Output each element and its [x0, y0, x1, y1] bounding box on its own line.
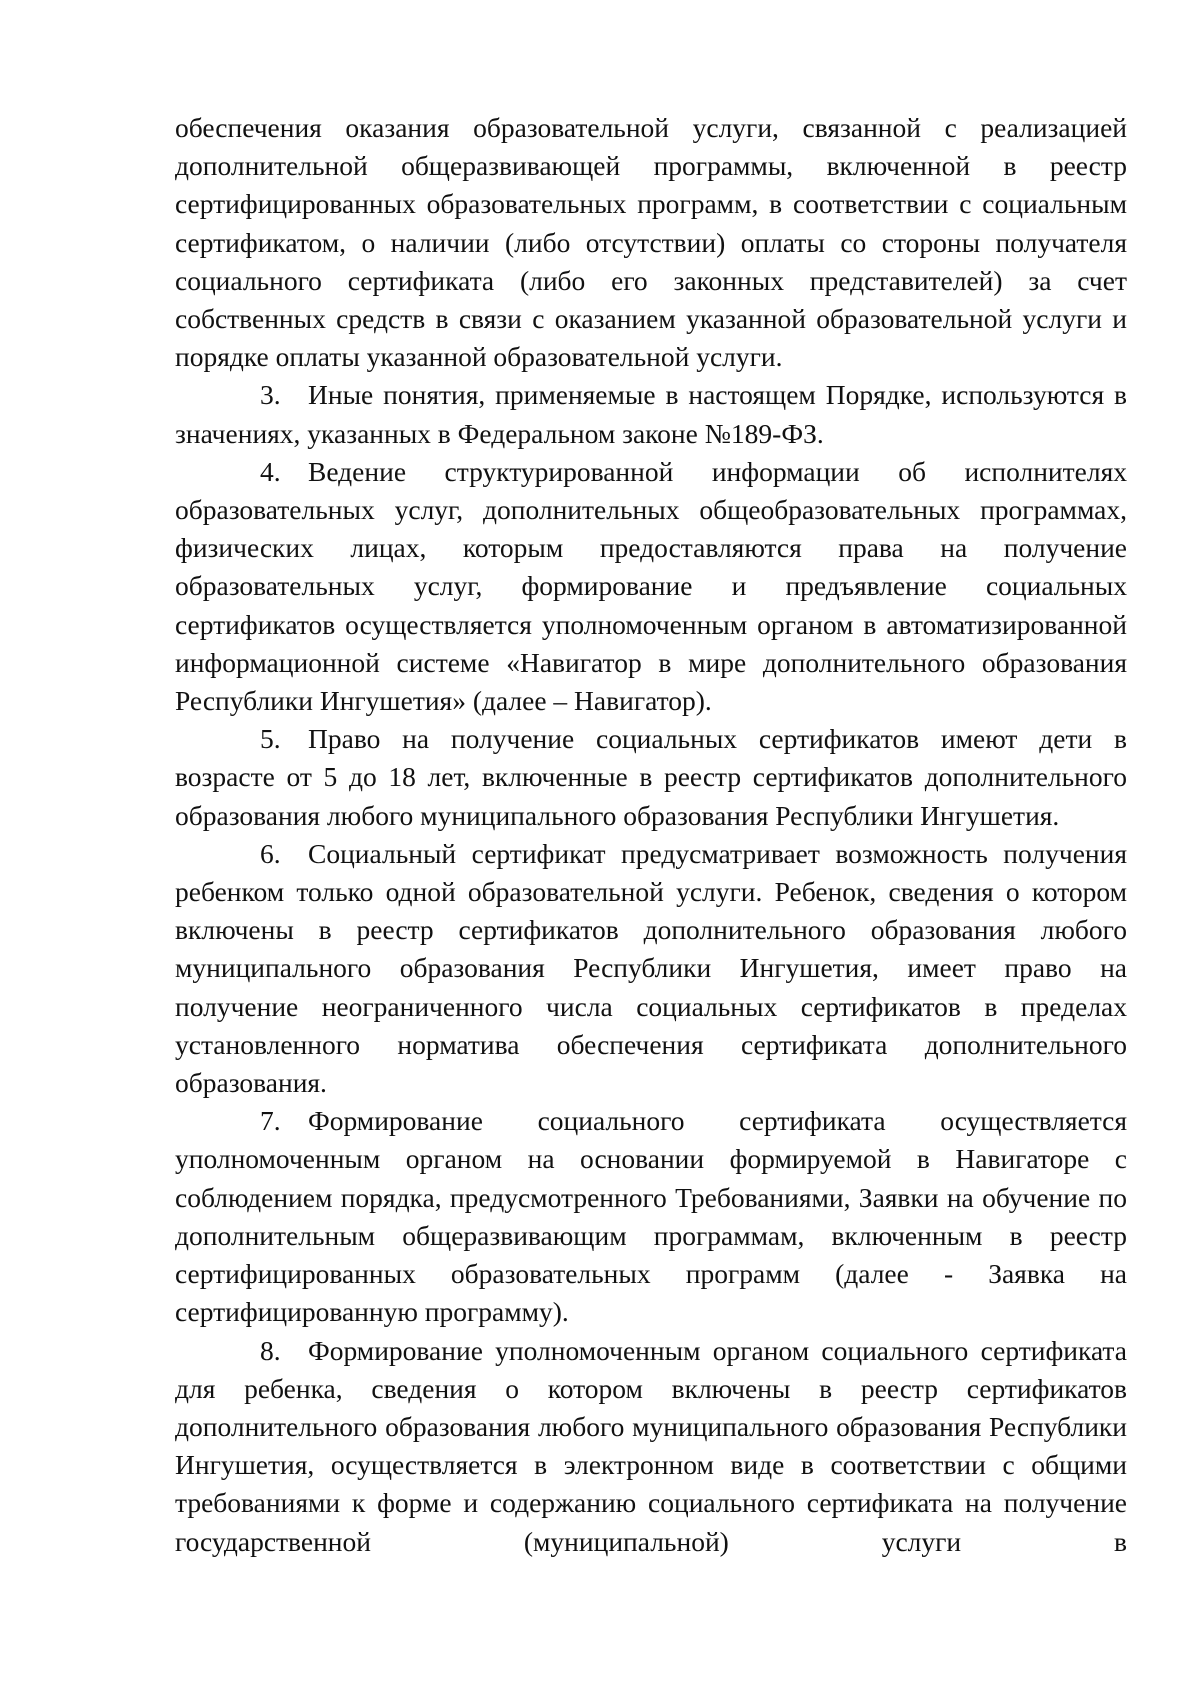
- paragraph-text: Ведение структурированной информации об исполнителях образовательных услуг, дополнительных общеобразовательных программах, физических лицах, которым предоставляются права на получение образовательных услуг, формирование и предъявление социальных сертификатов осуществляется уполномоченным органом в автоматизированной информационной системе «Навигатор в мире дополнительного образования Республики Ингушетия» (далее – Навигатор).: [175, 455, 1127, 717]
- paragraph-3: [175, 376, 1127, 452]
- paragraph-text: Право на получение социальных сертификатов имеют дети в возрасте от 5 до 18 лет, включенные в реестр сертификатов дополнительного образования любого муниципального образования Республики Ингушетия.: [175, 723, 1127, 831]
- paragraph-6: [175, 835, 1127, 1102]
- paragraph-continuation: [175, 109, 1127, 376]
- paragraph-text: Социальный сертификат предусматривает возможность получения ребенком только одной образовательной услуги. Ребенок, сведения о котором включены в реестр сертификатов дополнительного образования любого муниципального образования Республики Ингушетия, имеет право на получение неограниченного числа социальных сертификатов в пределах установленного норматива обеспечения сертификата дополнительного образования.: [175, 837, 1127, 1099]
- paragraph-number: 6.: [260, 837, 281, 869]
- paragraph-number: 3.: [260, 379, 281, 411]
- paragraph-5: [175, 720, 1127, 835]
- paragraph-number: 7.: [260, 1105, 281, 1137]
- document-body: [175, 109, 1127, 1561]
- paragraph-7: [175, 1102, 1127, 1331]
- paragraph-text: обеспечения оказания образовательной услуги, связанной с реализацией дополнительной общеразвивающей программы, включенной в реестр сертифицированных образовательных программ, в соответствии с социальным сертификатом, о наличии (либо отсутствии) оплаты со стороны получателя социального сертификата (либо его законных представителей) за счет собственных средств в связи с оказанием указанной образовательной услуги и порядке оплаты указанной образовательной услуги.: [175, 112, 1127, 373]
- paragraph-text: Формирование уполномоченным органом социального сертификата для ребенка, сведения о котором включены в реестр сертификатов дополнительного образования любого муниципального образования Республики Ингушетия, осуществляется в электронном виде в соответствии с общими требованиями к форме и содержанию социального сертификата на получение государственной (муниципальной) услуги в: [175, 1334, 1127, 1557]
- paragraph-text: Формирование социального сертификата осуществляется уполномоченным органом на основании формируемой в Навигаторе с соблюдением порядка, предусмотренного Требованиями, Заявки на обучение по дополнительным общеразвивающим программам, включенным в реестр сертифицированных образовательных программ (далее - Заявка на сертифицированную программу).: [175, 1105, 1127, 1328]
- paragraph-number: 8.: [260, 1334, 281, 1366]
- paragraph-8: [175, 1332, 1127, 1561]
- paragraph-text: Иные понятия, применяемые в настоящем Порядке, используются в значениях, указанных в Федеральном законе №189-ФЗ.: [175, 379, 1127, 449]
- paragraph-number: 4.: [260, 455, 281, 487]
- paragraph-number: 5.: [260, 723, 281, 755]
- paragraph-4: [175, 453, 1127, 720]
